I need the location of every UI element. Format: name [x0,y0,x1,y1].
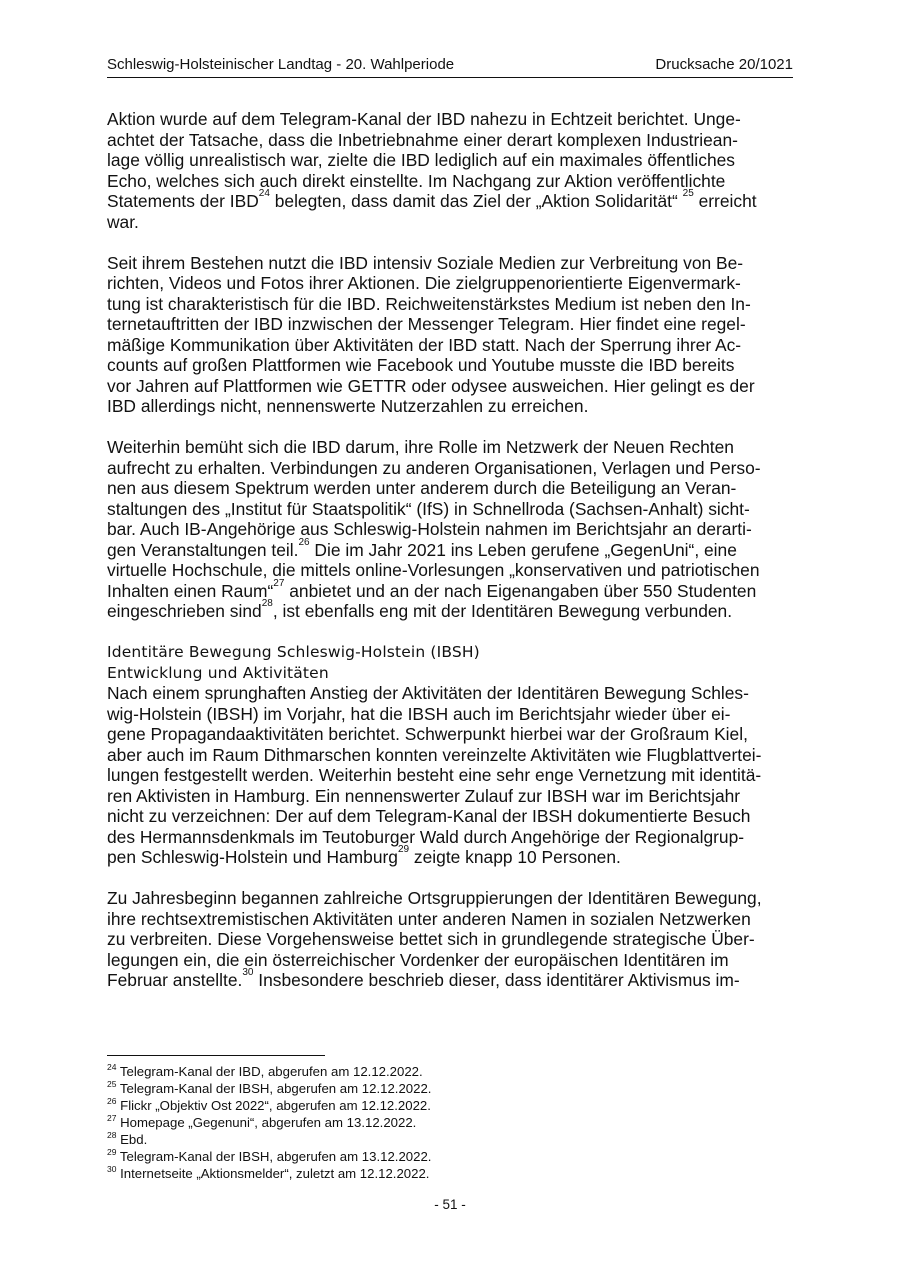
text-line: vor Jahren auf Plattformen wie GETTR oder odysee ausweichen. Hier gelingt es der [107,375,755,396]
section-subheading: Entwicklung und Aktivitäten [107,663,329,682]
text-line: aufrecht zu erhalten. Verbindungen zu anderen Organisationen, Verlagen und Perso- [107,457,761,478]
footnote-ref: 29 [107,1147,117,1157]
paragraph [107,253,793,417]
text-line: war. [107,211,139,232]
text-run: Februar anstellte. [107,970,243,990]
text-line: bar. Auch IB-Angehörige aus Schleswig-Holstein nahmen im Berichtsjahr an derarti- [107,519,752,539]
footnote [107,1114,793,1131]
text-line: ihre rechtsextremistischen Aktivitäten unter anderen Namen in sozialen Netzwerken [107,908,751,929]
text-line: gene Propagandaaktivitäten berichtet. Schwerpunkt hierbei war der Großraum Kiel, [107,724,748,744]
footnote-ref: 24 [258,188,270,199]
footnote [107,1165,793,1182]
text-run: pen Schleswig-Holstein und Hamburg [107,847,398,867]
footnote [107,1131,793,1148]
text-line: zu verbreiten. Diese Vorgehensweise bettet sich in grundlegende strategische Über- [107,929,755,949]
footnote-ref: 24 [107,1062,117,1072]
footnote-separator [107,1055,325,1056]
text-line [107,188,793,212]
footnote [107,1148,793,1165]
text-line: staltungen des „Institut für Staatspolitik“ (IfS) in Schnellroda (Sachsen-Anhalt) sicht- [107,498,750,519]
paragraph [107,437,793,622]
page-number: - 51 - [434,1197,466,1212]
text-line: nicht zu verzeichnen: Der auf dem Telegram-Kanal der IBSH dokumentierte Besuch [107,806,751,826]
text-run: Statements der IBD [107,191,259,211]
footnote-text: Telegram-Kanal der IBSH, abgerufen am 13.12.2022. [116,1149,432,1164]
text-line: lage völlig unrealistisch war, zielte die IBD lediglich auf ein maximales öffentliches [107,150,735,170]
footnote-ref: 29 [397,844,410,855]
footnote-text: Internetseite „Aktionsmelder“, zuletzt am 12.12.2022. [116,1166,430,1181]
body-text [107,109,793,991]
paragraph [107,109,793,232]
text-line [107,598,793,622]
footnote-ref: 26 [298,536,310,548]
text-line: virtuelle Hochschule, die mittels online-Vorlesungen „konservativen und patriotischen [107,560,760,580]
text-line: Nach einem sprunghaften Anstieg der Aktivitäten der Identitären Bewegung Schles- [107,683,749,703]
text-line: Zu Jahresbeginn begannen zahlreiche Ortsgruppierungen der Identitären Bewegung, [107,888,762,908]
text-line: counts auf großen Plattformen wie Facebook und Youtube musste die IBD bereits [107,355,735,375]
footnote-ref: 25 [682,188,694,199]
text-run: eingeschrieben sind [107,601,262,621]
text-run: erreicht [693,191,757,211]
header-title: Schleswig-Holsteinischer Landtag - 20. Wahlperiode [107,56,455,73]
footnote-ref: 27 [273,577,285,589]
text-line: Echo, welches sich auch direkt einstellte. Im Nachgang zur Aktion veröffentlichte [107,170,726,191]
footnote-text: Telegram-Kanal der IBD, abgerufen am 12.12.2022. [116,1064,423,1079]
text-line: lungen festgestellt werden. Weiterhin besteht eine sehr enge Vernetzung mit identitä- [107,765,762,785]
text-line: Weiterhin bemüht sich die IBD darum, ihre Rolle im Netzwerk der Neuen Rechten [107,437,734,457]
text-line: tung ist charakteristisch für die IBD. Reichweitenstärkstes Medium ist neben den In- [107,293,751,314]
text-run: gen Veranstaltungen teil. [107,539,299,560]
text-line: richten, Videos und Fotos ihrer Aktionen. Die zielgruppenorientierte Eigenvermark- [107,273,741,293]
footnote-ref: 28 [261,598,273,609]
footnote-ref: 27 [107,1113,117,1123]
text-run: , ist ebenfalls eng mit der Identitären Bewegung verbunden. [272,601,733,621]
paragraph [107,888,793,991]
footnote [107,1080,793,1097]
footnote-ref: 28 [107,1130,117,1140]
text-line [107,844,793,868]
page-header [107,55,793,78]
text-line [107,967,793,991]
text-run: zeigte knapp 10 Personen. [409,847,621,867]
footnotes [107,1063,793,1182]
text-run: Insbesondere beschrieb dieser, dass identitärer Aktivismus im- [253,970,740,990]
text-run: belegten, dass damit das Ziel der „Aktion Solidarität“ [269,191,683,211]
text-line: nen aus diesem Spektrum werden unter anderem durch die Beteiligung an Veran- [107,478,737,498]
footnote [107,1097,793,1114]
text-line [107,536,793,561]
paragraph-gap [107,622,793,643]
footnote-ref: 25 [107,1079,117,1089]
text-run: Inhalten einen Raum“ [107,580,274,601]
text-line: IBD allerdings nicht, nennenswerte Nutzerzahlen zu erreichen. [107,396,589,416]
footnote [107,1063,793,1080]
text-line [107,577,793,602]
paragraph-gap [107,232,793,253]
text-run: anbietet und an der nach Eigenangaben über 550 Studenten [284,580,757,601]
text-line: ternetauftritten der IBD inzwischen der Messenger Telegram. Hier findet eine regel- [107,314,746,334]
footnote-ref: 26 [107,1096,117,1106]
paragraph-gap [107,868,793,889]
footnote-text: Ebd. [116,1132,148,1147]
text-line: Aktion wurde auf dem Telegram-Kanal der IBD nahezu in Echtzeit berichtet. Unge- [107,109,741,129]
text-line: wig-Holstein (IBSH) im Vorjahr, hat die IBSH auch im Berichtsjahr wieder über ei- [107,703,731,724]
text-line: Seit ihrem Bestehen nutzt die IBD intensiv Soziale Medien zur Verbreitung von Be- [107,252,744,273]
paragraph-gap [107,417,793,438]
text-line: legungen ein, die ein österreichischer Vordenker der europäischen Identitären im [107,949,729,970]
document-number: Drucksache 20/1021 [655,56,793,73]
text-line: des Hermannsdenkmals im Teutoburger Wald durch Angehörige der Regionalgrup- [107,826,745,847]
footnote-text: Flickr „Objektiv Ost 2022“, abgerufen am 12.12.2022. [116,1098,431,1113]
footnote-text: Telegram-Kanal der IBSH, abgerufen am 12.12.2022. [116,1081,432,1096]
footnote-ref: 30 [107,1164,117,1174]
footnote-text: Homepage „Gegenuni“, abgerufen am 13.12.2022. [116,1115,417,1130]
section-heading: Identitäre Bewegung Schleswig-Holstein (IBSH) [107,643,480,661]
paragraph [107,683,793,868]
text-run: Die im Jahr 2021 ins Leben gerufene „GegenUni“, eine [309,539,737,560]
text-line: mäßige Kommunikation über Aktivitäten der IBD statt. Nach der Sperrung ihrer Ac- [107,334,742,355]
text-line: aber auch im Raum Dithmarschen konnten vereinzelte Aktivitäten wie Flugblattvertei- [107,744,762,765]
text-line: achtet der Tatsache, dass die Inbetriebnahme einer derart komplexen Industriean- [107,129,738,150]
footnote-ref: 30 [242,967,254,978]
text-line: ren Aktivisten in Hamburg. Ein nennenswerter Zulauf zur IBSH war im Berichtsjahr [107,785,741,806]
